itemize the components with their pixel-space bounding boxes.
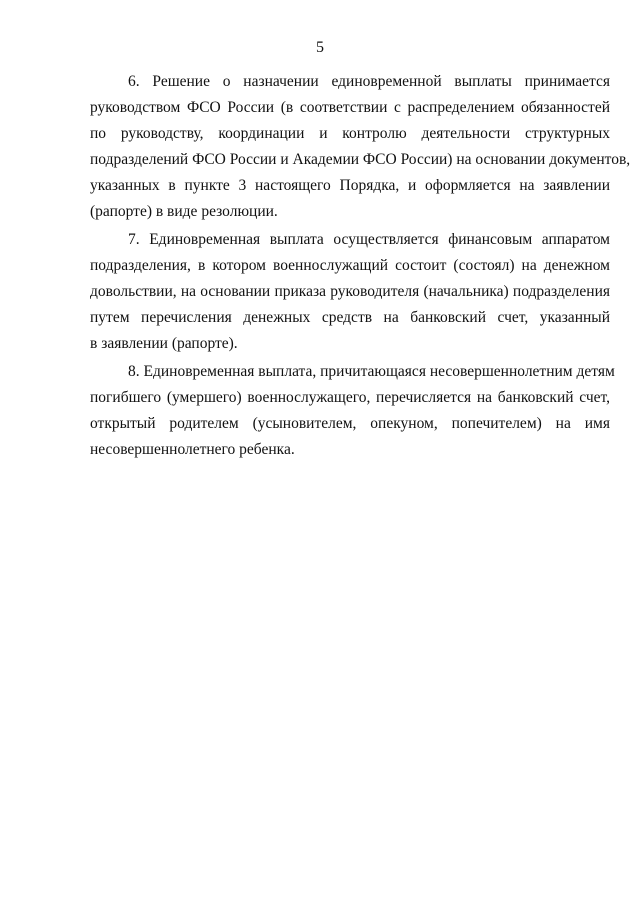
paragraph-6-line-2: руководством ФСО России (в соответствии с распределением обязанностей	[90, 99, 610, 116]
paragraph-7-line-3: довольствии, на основании приказа руководителя (начальника) подразделения	[90, 283, 610, 300]
paragraph-6-line-1: 6. Решение о назначении единовременной выплаты принимается	[128, 73, 610, 90]
paragraph-6-line-5: указанных в пункте 3 настоящего Порядка, и оформляется на заявлении	[90, 177, 610, 194]
page-number: 5	[316, 39, 324, 56]
paragraph-6-line-6: (рапорте) в виде резолюции.	[90, 203, 278, 220]
paragraph-6-line-3: по руководству, координации и контролю деятельности структурных	[90, 125, 610, 142]
paragraph-8-line-4: несовершеннолетнего ребенка.	[90, 441, 295, 458]
paragraph-7-line-1: 7. Единовременная выплата осуществляется финансовым аппаратом	[128, 231, 610, 248]
paragraph-7-line-5: в заявлении (рапорте).	[90, 335, 238, 352]
paragraph-6-line-4: подразделений ФСО России и Академии ФСО России) на основании документов,	[90, 151, 631, 168]
paragraph-8-line-3: открытый родителем (усыновителем, опекуном, попечителем) на имя	[90, 415, 610, 432]
paragraph-7-line-2: подразделения, в котором военнослужащий состоит (состоял) на денежном	[90, 257, 610, 274]
paragraph-8-line-1: 8. Единовременная выплата, причитающаяся несовершеннолетним детям	[128, 363, 615, 380]
paragraph-8-line-2: погибшего (умершего) военнослужащего, перечисляется на банковский счет,	[90, 389, 610, 406]
paragraph-7-line-4: путем перечисления денежных средств на банковский счет, указанный	[90, 309, 610, 326]
